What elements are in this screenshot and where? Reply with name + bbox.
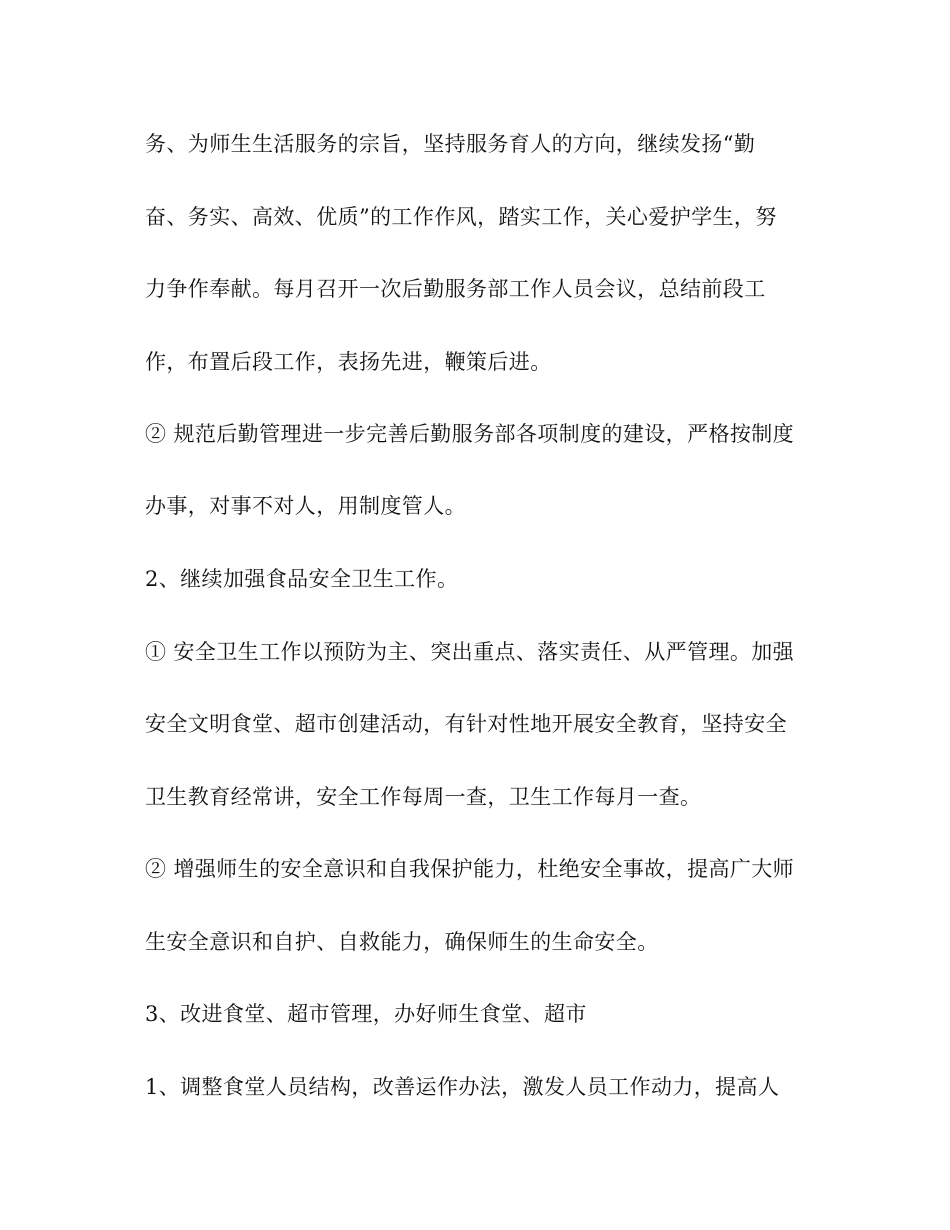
text-line: ② 增强师生的安全意识和自我保护能力，杜绝安全事故，提高广大师 — [145, 857, 795, 881]
text-line: ① 安全卫生工作以预防为主、突出重点、落实责任、从严管理。加强 — [145, 640, 795, 664]
section-heading: 2、继续加强食品安全卫生工作。 — [145, 567, 459, 591]
text-line: 安全文明食堂、超市创建活动，有针对性地开展安全教育，坚持安全 — [145, 712, 787, 736]
text-line: 1、调整食堂人员结构，改善运作办法，激发人员工作动力，提高人 — [145, 1075, 780, 1099]
text-line: 卫生教育经常讲，安全工作每周一查，卫生工作每月一查。 — [145, 785, 702, 809]
text-line: 力争作奉献。每月召开一次后勤服务部工作人员会议，总结前段工 — [145, 277, 766, 301]
text-line: 办事，对事不对人，用制度管人。 — [145, 494, 466, 518]
text-line: 生安全意识和自护、自救能力，确保师生的生命安全。 — [145, 930, 659, 954]
text-line: 奋、务实、高效、优质”的工作作风，踏实工作，关心爱护学生，努 — [145, 205, 777, 229]
section-heading: 3、改进食堂、超市管理，办好师生食堂、超市 — [145, 1002, 587, 1026]
text-line: 务、为师生生活服务的宗旨，坚持服务育人的方向，继续发扬“勤 — [145, 132, 756, 156]
text-line: ② 规范后勤管理进一步完善后勤服务部各项制度的建设，严格按制度 — [145, 422, 795, 446]
text-line: 作，布置后段工作，表扬先进，鞭策后进。 — [145, 350, 552, 374]
